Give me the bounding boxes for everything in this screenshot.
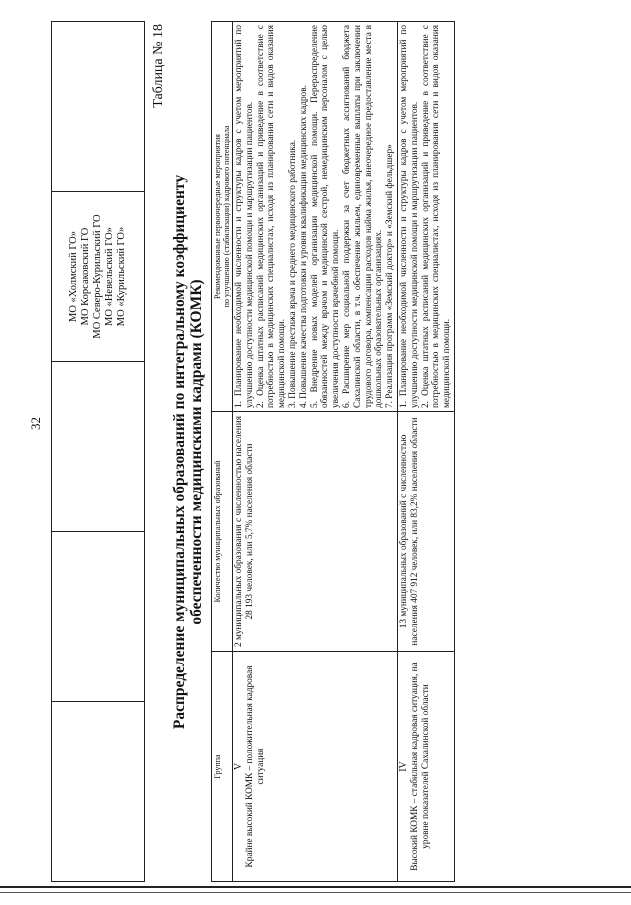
top-table-cell-empty xyxy=(52,532,145,702)
top-table-municipalities xyxy=(52,192,145,362)
count-cell: 13 муниципальных образований с численностью населения 407 912 человек, или 83,2% населения области xyxy=(397,412,454,652)
measure-item: 6. Расширение мер социальной поддержки за счет бюджетных ассигнований бюджета Сахалинской области, в т.ч. обеспечение жильем, единовременные выплаты при заключении трудового договора, компенсации расходов найма жилья, внеочередное предоставление места в дошкольных образовательных организациях. xyxy=(341,25,385,408)
top-table-cell-empty xyxy=(52,362,145,532)
municipality: МО Корсаковский ГО xyxy=(80,227,91,326)
document-title xyxy=(171,62,205,842)
rotated-content xyxy=(51,22,556,882)
page-number: 32 xyxy=(28,417,43,430)
measures-cell xyxy=(233,22,398,412)
header-group: Группа xyxy=(212,652,233,882)
measure-item: 5. Внедрение новых моделей организации медицинской помощи. Перераспределение обязанностей между врачом и медицинской сестрой, немедицинским персоналом с целью увеличения доступности врачебной помощи. xyxy=(309,25,342,408)
group-text: Крайне высокий КОМК – положительная кадровая ситуация xyxy=(244,665,266,868)
main-table xyxy=(211,21,455,882)
table-row xyxy=(397,22,454,882)
table-number: Таблица № 18 xyxy=(151,24,166,108)
top-table xyxy=(51,21,145,882)
title-line: Распределение муниципальных образований по интегральному коэффициенту xyxy=(171,174,188,730)
municipality: МО «Невельский ГО» xyxy=(104,227,115,326)
measure-item: 1. Планирование необходимой численности и структуры кадров с учетом мероприятий по улучшению доступности медицинской помощи и маршрутизации пациентов. xyxy=(398,25,420,408)
measure-item: 2. Оценка штатных расписаний медицинских организаций и приведение в соответствие с потребностью в медицинских специалистах, исходя из планирования сети и видов оказания медицинской помощи. xyxy=(420,25,453,408)
municipality: МО Северо-Курильский ГО xyxy=(92,214,103,339)
scan-edge-line xyxy=(0,892,631,893)
measure-item: 1. Планирование необходимой численности и структуры кадров с учетом мероприятий по улучшению доступности медицинской помощи и маршрутизации пациентов. xyxy=(234,25,255,408)
scan-edge-line xyxy=(0,886,631,888)
measure-item: 3. Повышение престижа врача и среднего медицинского работника. xyxy=(287,139,298,408)
top-table-cell-empty xyxy=(52,702,145,882)
group-roman: IV xyxy=(397,761,409,772)
measure-item: 4. Повышение качества подготовки и уровня квалификации медицинских кадров. xyxy=(298,85,309,408)
measure-item: 7. Реализация программ «Земский доктор» и «Земский фельдшер» xyxy=(385,144,396,408)
measures-cell xyxy=(397,22,454,412)
group-roman: V xyxy=(233,762,244,771)
municipality: МО «Курильский ГО» xyxy=(116,226,127,327)
group-cell xyxy=(397,652,454,882)
header-recommended: Рекомендованные первоочередные мероприятия по улучшению (стабилизации) кадрового потенциала xyxy=(212,22,233,412)
top-table-cell-empty xyxy=(52,22,145,192)
count-cell: 2 муниципальных образования с численностью населения 28 193 человек, или 5,7% населения области xyxy=(233,412,398,652)
table-header-row xyxy=(212,22,233,882)
table-row xyxy=(233,22,398,882)
title-line: обеспеченности медицинскими кадрами (КОМК) xyxy=(188,279,205,625)
group-cell xyxy=(233,652,398,882)
measure-item: 2. Оценка штатных расписаний медицинских организаций и приведение в соответствие с потребностью в медицинских специалистах, исходя из планирования сети и видов оказания медицинской помощи. xyxy=(255,25,288,408)
municipality: МО «Холмский ГО» xyxy=(68,231,79,322)
group-text: Высокий КОМК – стабильная кадровая ситуация, на уровне показателей Сахалинской области xyxy=(409,662,431,871)
header-count: Количество муниципальных образований xyxy=(212,412,233,652)
